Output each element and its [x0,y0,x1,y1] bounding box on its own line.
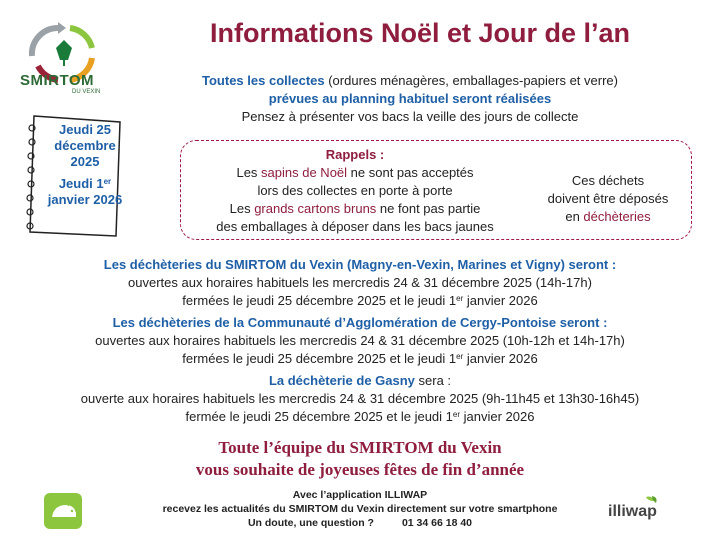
aside-l3-highlight: déchèteries [583,209,651,224]
page-title: Informations Noël et Jour de l’an [209,18,631,48]
logo-subtitle: DU VEXIN [72,89,101,95]
smirtom-logo [14,14,114,104]
section-heading: Les déchèteries de la Communauté d’Agglomération de Cergy-Pontoise seront : [112,315,608,330]
section-gasny [0,372,720,426]
intro-block [130,72,690,126]
closed-post: janvier 2026 [460,409,535,424]
section-closed-line [0,292,720,310]
gasny-heading-bold: La déchèterie de Gasny [268,373,415,388]
section-open-line: ouvertes aux horaires habituels les mercredis 24 & 31 décembre 2025 (14h-17h) [128,275,592,290]
section-smirtom [0,256,720,310]
hedgehog-icon [44,493,82,529]
rappels-l1-post: ne sont pas acceptés [347,165,474,180]
date-christmas: Jeudi 25 décembre 2025 [54,122,116,169]
illiwap-logo [606,493,670,529]
section-closed-line [0,408,720,426]
closed-pre: fermées le jeudi 25 décembre 2025 et le jeudi 1 [182,293,457,308]
intro-bold: Toutes les collectes [202,73,325,88]
illiwap-wordmark: illiwap [608,503,657,520]
section-open-line: ouverte aux horaires habituels les mercredis 24 & 31 décembre 2025 (9h-11h45 et 13h30-16h45) [80,391,640,406]
aside-l3-pre: en [565,209,584,224]
intro-line-2: prévues au planning habituel seront réalisées [268,91,552,106]
illiwap-app-icon[interactable] [44,493,82,529]
aside-line-3 [528,208,688,226]
section-open-line: ouvertes aux horaires habituels les mercredis 24 & 31 décembre 2025 (10h-12h et 14h-17h) [95,333,625,348]
rappels-heading: Rappels : [325,147,385,162]
closing-wishes [0,437,720,481]
rappels-l3-pre: Les [229,201,255,216]
footer-line-3 [100,516,620,530]
closed-pre: fermées le jeudi 25 décembre 2025 et le jeudi 1 [182,351,457,366]
intro-rest: (ordures ménagères, emballages-papiers et verre) [324,73,618,88]
intro-line-1 [130,72,690,90]
footer-line-1: Avec l’application ILLIWAP [292,489,428,501]
rappels-text [185,146,525,236]
aside-line-2: doivent être déposés [547,191,669,206]
section-closed-line [0,350,720,368]
rappels-l1-pre: Les [236,165,262,180]
rappels-l3-highlight: grands cartons bruns [254,201,377,216]
rappels-l3-post: ne font pas partie [376,201,481,216]
contact-label: Un doute, une question ? [247,517,374,529]
aside-line-1: Ces déchets [571,173,645,188]
closed-sup: er [456,352,464,361]
date-newyear-day: Jeudi 1 [58,176,104,191]
closed-post: janvier 2026 [463,351,538,366]
closed-sup: er [456,294,464,303]
notepad-dates [40,122,130,208]
gasny-heading-rest: sera : [414,373,452,388]
section-heading: Les déchèteries du SMIRTOM du Vexin (Magny-en-Vexin, Marines et Vigny) seront : [103,257,617,272]
rappels-line-4: des emballages à déposer dans les bacs jaunes [216,219,494,234]
rappels-line-1 [185,164,525,182]
date-newyear-rest: janvier 2026 [47,192,123,207]
section-cergy [0,314,720,368]
closed-sup: er [452,410,461,419]
closed-pre: fermée le jeudi 25 décembre 2025 et le jeudi 1 [185,409,453,424]
phone-number[interactable]: 01 34 66 18 40 [401,517,473,529]
closed-post: janvier 2026 [463,293,538,308]
rappels-l1-highlight: sapins de Noël [261,165,348,180]
logo-name: SMIRTOM [20,72,95,89]
section-heading [0,372,720,390]
date-newyear [40,176,130,208]
date-newyear-sup: er [103,177,112,186]
rappels-aside [528,172,688,226]
closing-line-2: vous souhaite de joyeuses fêtes de fin d’année [195,460,525,479]
footer-line-2: recevez les actualités du SMIRTOM du Vexin directement sur votre smartphone [162,503,558,515]
intro-line-3: Pensez à présenter vos bacs la veille des jours de collecte [241,109,579,124]
rappels-line-3 [185,200,525,218]
rappels-line-2: lors des collectes en porte à porte [257,183,453,198]
footer-info [100,488,620,530]
closing-line-1: Toute l’équipe du SMIRTOM du Vexin [218,438,502,457]
